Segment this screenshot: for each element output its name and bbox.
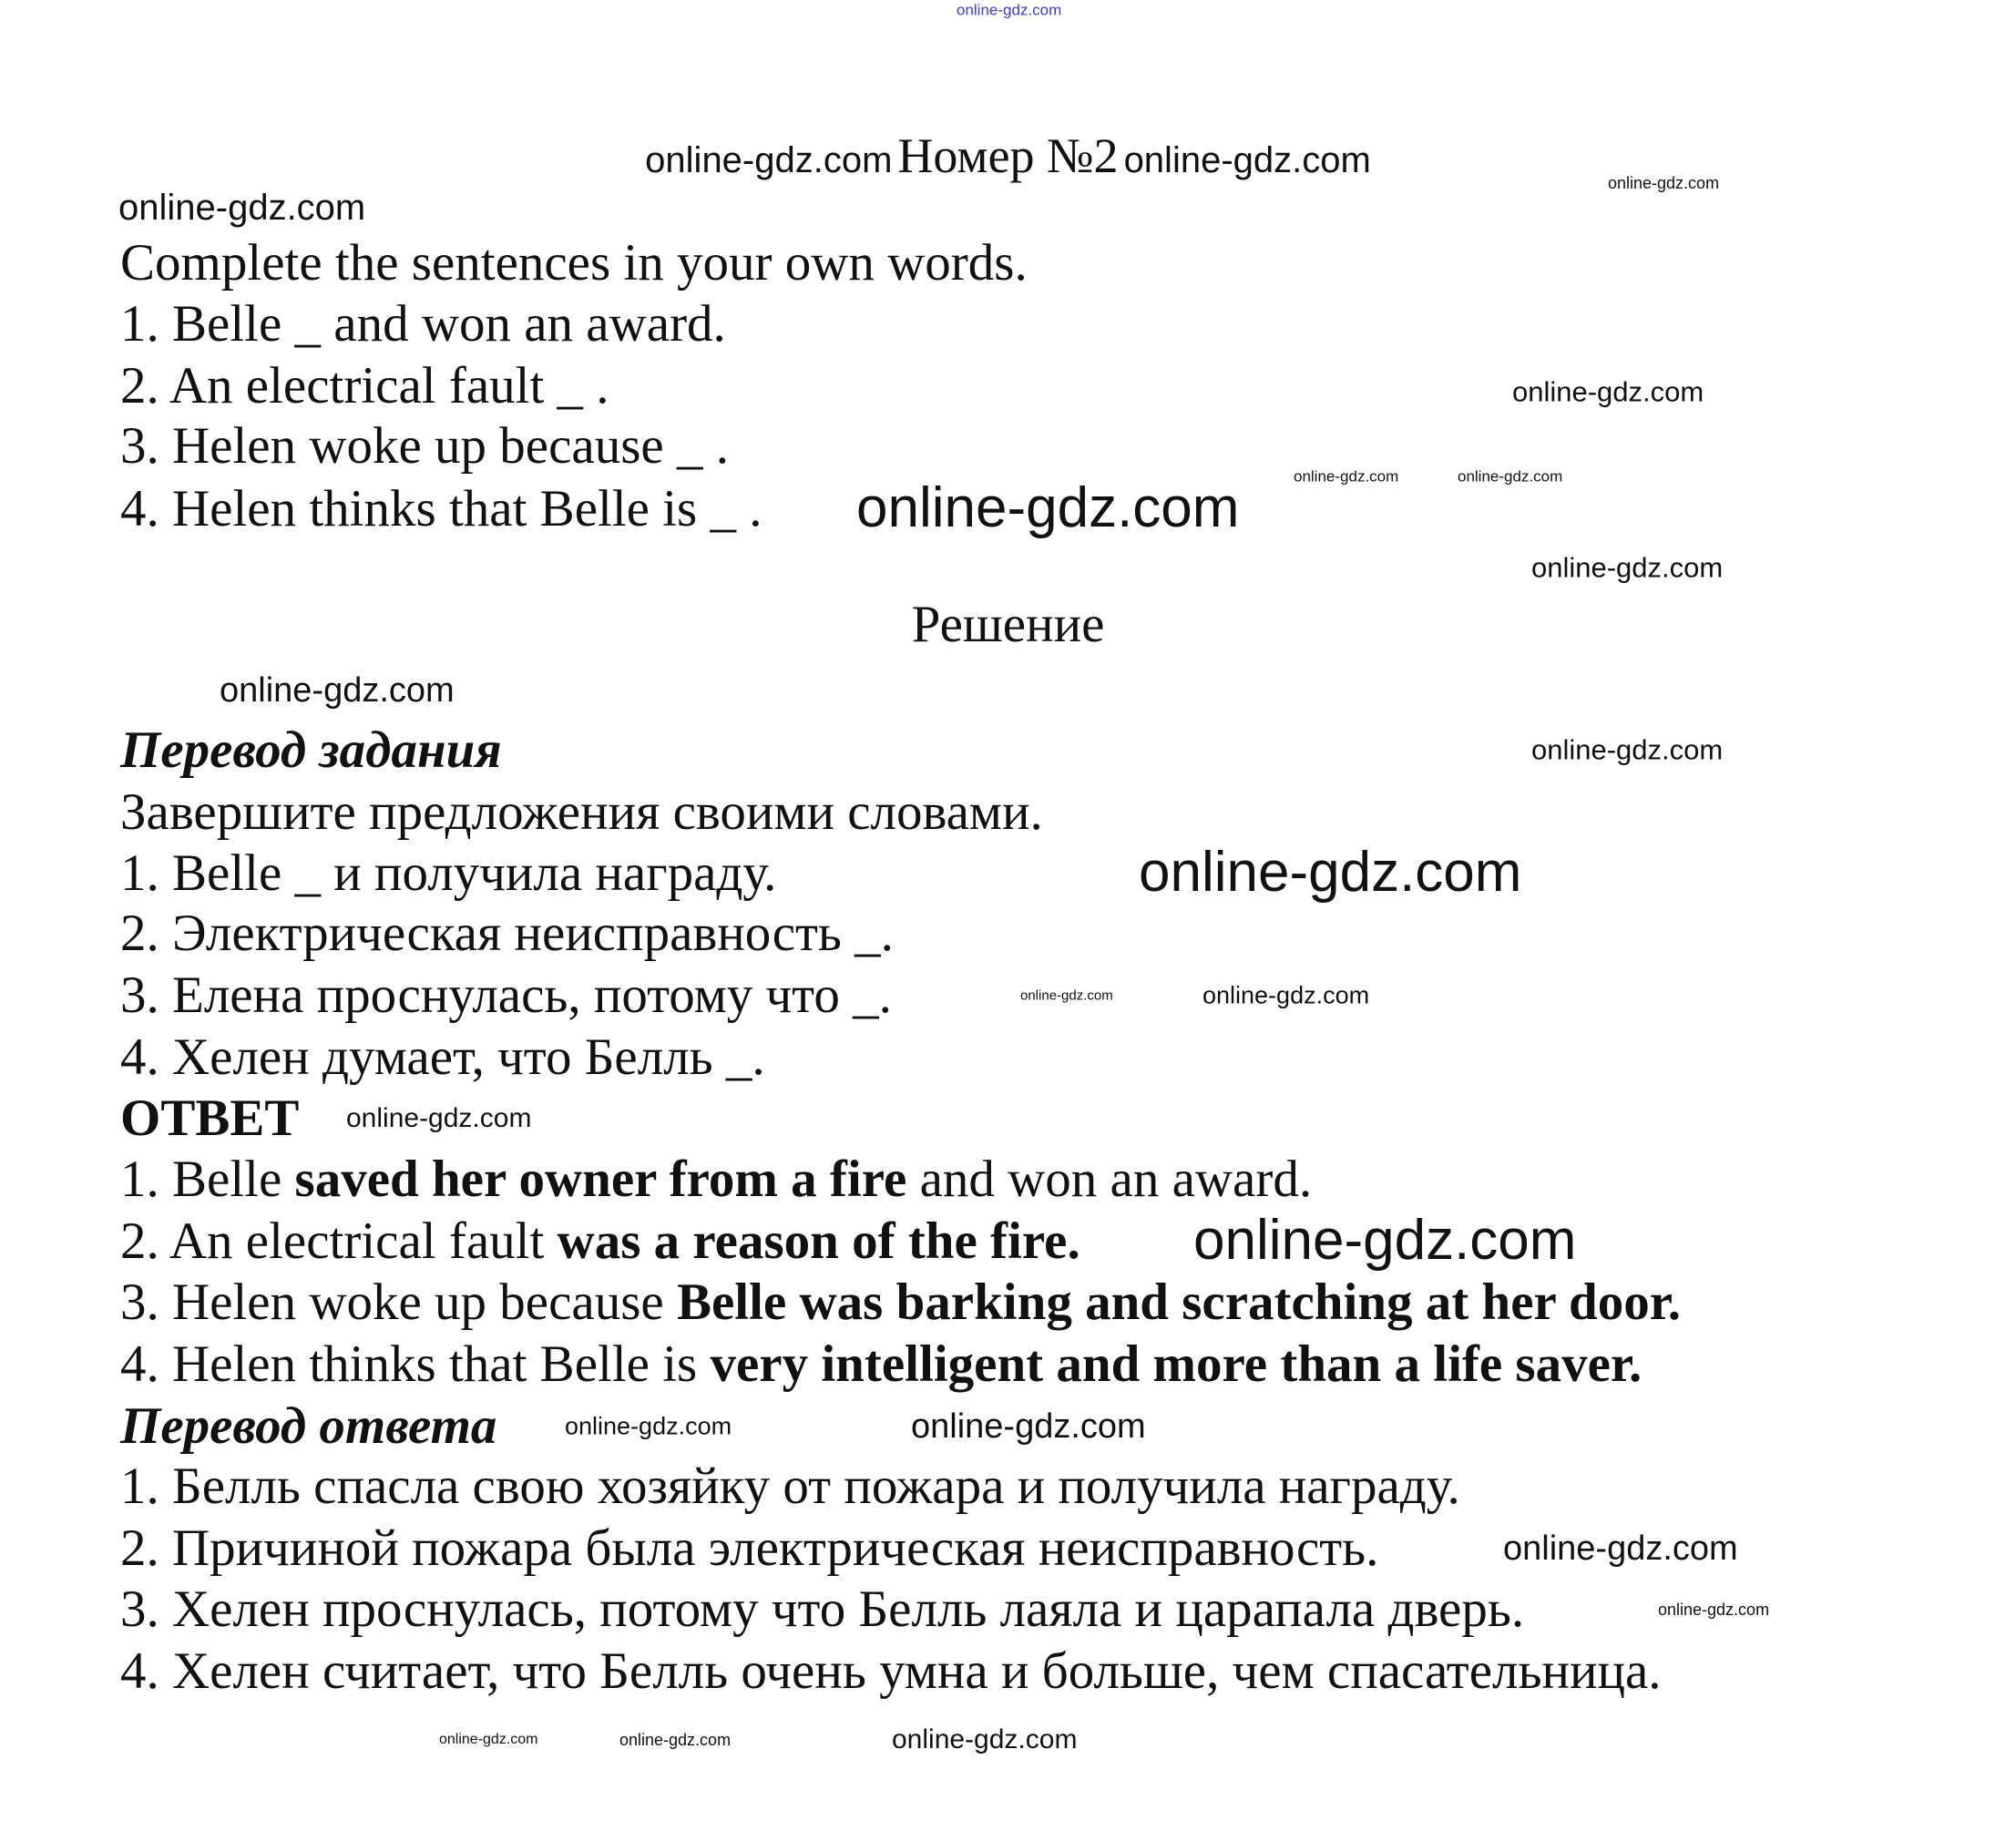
answer-bold: very intelligent and more than a life saver. [710, 1335, 1642, 1393]
watermark: online-gdz.com [957, 1, 1062, 19]
watermark: online-gdz.com [1658, 1601, 1770, 1619]
answer-line [120, 1272, 1681, 1333]
watermark: online-gdz.com [1020, 987, 1113, 1004]
watermark: online-gdz.com [892, 1724, 1078, 1754]
answer-prefix: 3. Helen woke up because [120, 1274, 677, 1331]
solution-heading: Решение [911, 596, 1105, 653]
task-line: 3. Helen woke up because _ . [120, 417, 729, 475]
answer-prefix: 4. Helen thinks that Belle is [120, 1335, 711, 1393]
answer-line [120, 1149, 1312, 1210]
task-translation-line: 2. Электрическая неисправность _. [120, 905, 894, 962]
watermark: online-gdz.com [856, 476, 1240, 539]
answer-prefix: 2. An electrical fault [120, 1212, 558, 1270]
task-translation-instruction: Завершите предложения своими словами. [120, 783, 1043, 841]
watermark: online-gdz.com [1608, 174, 1720, 192]
answer-line [120, 1211, 1080, 1272]
watermark: online-gdz.com [1531, 551, 1724, 584]
watermark: online-gdz.com [565, 1412, 732, 1440]
answer-heading: ОТВЕТ [120, 1089, 300, 1147]
answer-translation-line: 1. Белль спасла свою хозяйку от пожара и получила награду. [120, 1458, 1460, 1515]
answer-bold: Belle was barking and scratching at her door. [676, 1274, 1682, 1331]
watermark: online-gdz.com [1294, 467, 1399, 486]
answer-bold: was a reason of the fire. [557, 1212, 1080, 1270]
task-line: 2. An electrical fault _ . [120, 357, 609, 414]
watermark: online-gdz.com [118, 188, 366, 228]
task-translation-line: 1. Belle _ и получила награду. [120, 844, 777, 902]
answer-line [120, 1334, 1642, 1395]
watermark: online-gdz.com [346, 1103, 532, 1133]
answer-translation-line: 2. Причиной пожара была электрическая неисправность. [120, 1519, 1379, 1577]
task-translation-line: 4. Хелен думает, что Белль _. [120, 1028, 765, 1086]
watermark: online-gdz.com [1123, 140, 1371, 180]
answer-bold: saved her owner from a fire [294, 1151, 907, 1208]
watermark: online-gdz.com [645, 140, 893, 180]
answer-translation-heading: Перевод ответа [120, 1397, 497, 1455]
watermark: online-gdz.com [1458, 467, 1563, 486]
watermark: online-gdz.com [1202, 981, 1370, 1009]
answer-suffix: and won an award. [906, 1151, 1313, 1208]
task-line: 1. Belle _ and won an award. [120, 295, 726, 353]
task-line: 4. Helen thinks that Belle is _ . [120, 480, 762, 537]
watermark: online-gdz.com [220, 671, 455, 710]
answer-translation-line: 3. Хелен проснулась, потому что Белль лаяла и царапала дверь. [120, 1580, 1525, 1638]
task-instruction: Complete the sentences in your own words. [120, 234, 1028, 292]
watermark: online-gdz.com [1139, 841, 1522, 904]
watermark: online-gdz.com [1531, 733, 1724, 766]
watermark: online-gdz.com [911, 1407, 1146, 1446]
watermark: online-gdz.com [1512, 375, 1704, 408]
answer-translation-line: 4. Хелен считает, что Белль очень умна и больше, чем спасательница. [120, 1642, 1662, 1700]
title-text: Номер №2 [897, 128, 1119, 183]
watermark: online-gdz.com [1503, 1529, 1738, 1568]
answer-prefix: 1. Belle [120, 1151, 295, 1208]
watermark: online-gdz.com [439, 1732, 538, 1747]
task-translation-line: 3. Елена проснулась, потому что _. [120, 967, 892, 1024]
task-translation-heading: Перевод задания [120, 721, 502, 779]
watermark: online-gdz.com [619, 1731, 732, 1749]
watermark: online-gdz.com [1193, 1209, 1577, 1272]
